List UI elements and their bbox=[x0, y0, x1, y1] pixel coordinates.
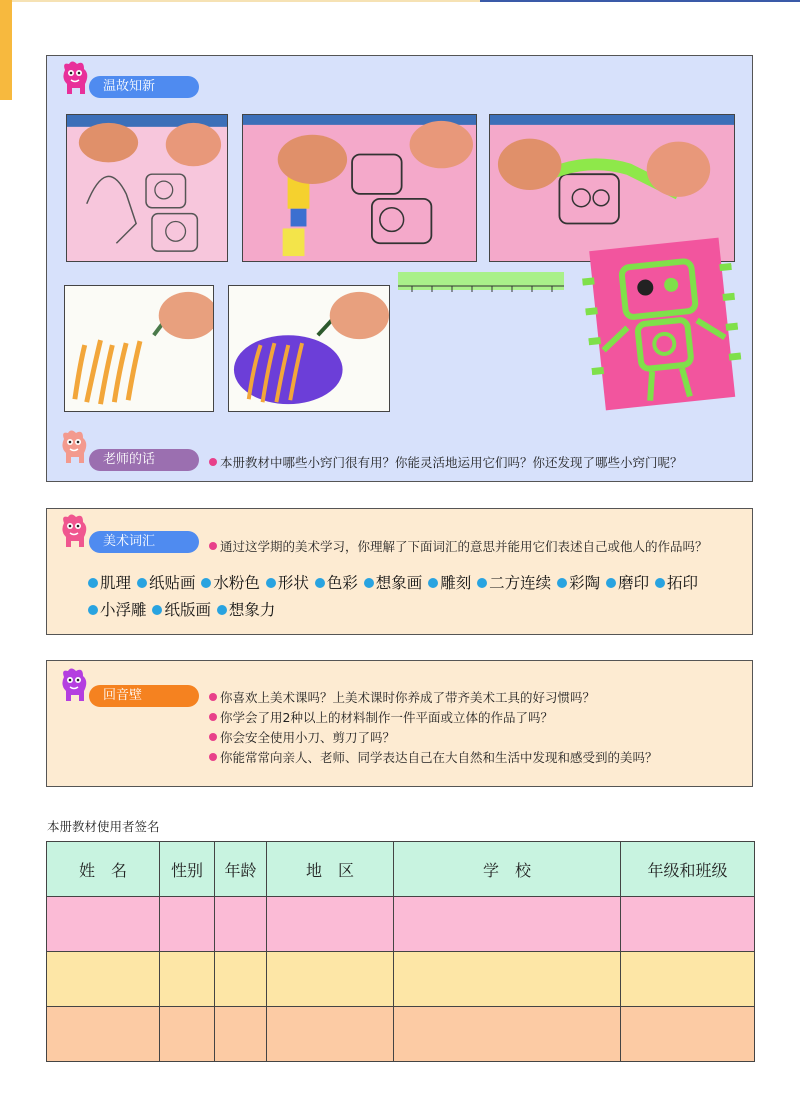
vocab-intro: 通过这学期的美术学习，你理解了下面词汇的意思并能用它们表述自己或他人的作品吗？ bbox=[209, 537, 708, 555]
vocab-term: 拓印 bbox=[655, 574, 698, 592]
photo-watercolor-wash bbox=[228, 285, 390, 412]
mascot-magenta-icon bbox=[60, 60, 90, 98]
signature-cell[interactable] bbox=[267, 1007, 394, 1062]
header-region: 地 区 bbox=[267, 842, 394, 897]
vocab-term: 水粉色 bbox=[201, 574, 260, 592]
bullet-dot bbox=[209, 542, 217, 550]
vocab-term: 色彩 bbox=[315, 574, 358, 592]
review-tag: 温故知新 bbox=[89, 76, 199, 98]
signature-cell[interactable] bbox=[160, 952, 215, 1007]
signature-header-row bbox=[47, 842, 755, 897]
vocab-term: 纸贴画 bbox=[137, 574, 196, 592]
header-gender: 性别 bbox=[160, 842, 215, 897]
vocab-term: 肌理 bbox=[88, 574, 131, 592]
signature-cell[interactable] bbox=[621, 1007, 755, 1062]
vocab-term: 彩陶 bbox=[557, 574, 600, 592]
signature-cell[interactable] bbox=[215, 1007, 267, 1062]
signature-cell[interactable] bbox=[160, 897, 215, 952]
signature-cell[interactable] bbox=[47, 897, 160, 952]
header-school: 学 校 bbox=[394, 842, 621, 897]
echo-panel bbox=[46, 660, 753, 787]
signature-cell[interactable] bbox=[47, 952, 160, 1007]
echo-question-2: 你学会了用2种以上的材料制作一件平面或立体的作品了吗？ bbox=[209, 708, 553, 726]
page-side-tab bbox=[0, 0, 12, 100]
signature-label: 本册教材使用者签名 bbox=[47, 819, 160, 834]
echo-question-4: 你能常常向亲人、老师、同学表达自己在大自然和生活中发现和感受到的美吗？ bbox=[209, 748, 658, 766]
vocab-row-1 bbox=[88, 571, 699, 593]
vocab-term: 形状 bbox=[266, 574, 309, 592]
echo-question-1: 你喜欢上美术课吗？上美术课时你养成了带齐美术工具的好习惯吗？ bbox=[209, 688, 595, 706]
signature-cell[interactable] bbox=[621, 897, 755, 952]
vocab-term: 雕刻 bbox=[428, 574, 471, 592]
vocab-term: 想象画 bbox=[364, 574, 423, 592]
signature-cell[interactable] bbox=[394, 1007, 621, 1062]
teacher-tag: 老师的话 bbox=[89, 449, 199, 471]
table-row bbox=[47, 897, 755, 952]
photo-drawing-outline bbox=[66, 114, 228, 262]
vocab-term: 小浮雕 bbox=[88, 601, 147, 619]
photo-finished-monster bbox=[578, 227, 746, 418]
header-name: 姓 名 bbox=[47, 842, 160, 897]
mascot-peach-icon bbox=[59, 429, 89, 467]
echo-question-3: 你会安全使用小刀、剪刀了吗？ bbox=[209, 728, 395, 746]
echo-tag: 回音壁 bbox=[89, 685, 199, 707]
signature-cell[interactable] bbox=[215, 952, 267, 1007]
header-age: 年龄 bbox=[215, 842, 267, 897]
signature-cell[interactable] bbox=[215, 897, 267, 952]
mascot-pink-icon bbox=[59, 513, 89, 551]
photo-crayon-lines bbox=[64, 285, 214, 412]
table-row bbox=[47, 952, 755, 1007]
signature-cell[interactable] bbox=[160, 1007, 215, 1062]
vocab-tag: 美术词汇 bbox=[89, 531, 199, 553]
signature-table bbox=[46, 841, 755, 1062]
top-accent-line bbox=[480, 0, 800, 2]
signature-cell[interactable] bbox=[267, 897, 394, 952]
signature-cell[interactable] bbox=[621, 952, 755, 1007]
signature-cell[interactable] bbox=[394, 897, 621, 952]
header-grade-class: 年级和班级 bbox=[621, 842, 755, 897]
paper-strip-teeth bbox=[398, 284, 564, 292]
teacher-text: 本册教材中哪些小窍门很有用？你能灵活地运用它们吗？你还发现了哪些小窍门呢？ bbox=[209, 453, 683, 471]
photo-glue-stick bbox=[242, 114, 477, 262]
mascot-purple-icon bbox=[59, 667, 89, 705]
vocab-term: 想象力 bbox=[217, 601, 276, 619]
vocab-term: 二方连续 bbox=[477, 574, 551, 592]
vocab-row-2 bbox=[88, 598, 276, 620]
signature-cell[interactable] bbox=[47, 1007, 160, 1062]
review-panel bbox=[46, 55, 753, 482]
signature-cell[interactable] bbox=[394, 952, 621, 1007]
vocab-term: 磨印 bbox=[606, 574, 649, 592]
table-row bbox=[47, 1007, 755, 1062]
signature-cell[interactable] bbox=[267, 952, 394, 1007]
bullet-dot bbox=[209, 458, 217, 466]
vocab-term: 纸版画 bbox=[152, 601, 211, 619]
